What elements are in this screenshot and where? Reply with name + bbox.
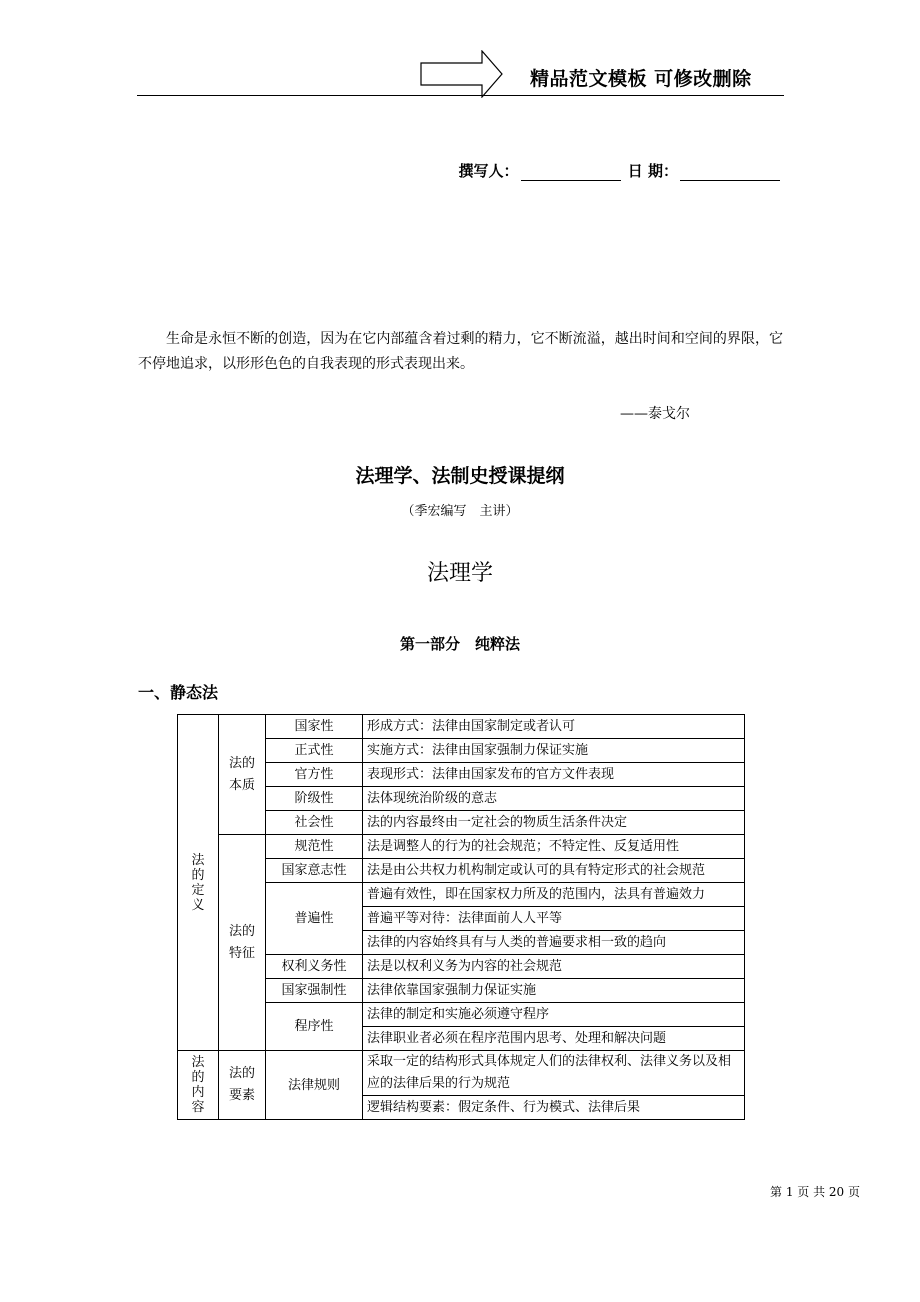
cell-property: 正式性 [266,739,363,763]
quote-text: 生命是永恒不断的创造，因为在它内部蕴含着过剩的精力，它不断流溢，越出时间和空间的界限，它不停地追求，以形形色色的自我表现的形式表现出来。 [138,331,783,372]
page-number: 第 1 页 共 20 页 [770,1185,860,1199]
cell-description: 形成方式：法律由国家制定或者认可 [363,715,745,739]
cell-property: 阶级性 [266,787,363,811]
cell-description: 采取一定的结构形式具体规定人们的法律权利、法律义务以及相应的法律后果的行为规范 [363,1051,745,1096]
header-banner: 精品范文模板 可修改删除 [530,68,752,90]
author-blank[interactable] [521,164,621,181]
cell-content: 法的内容 [178,1051,219,1120]
law-outline-table [177,714,745,1120]
heading-static-law: 一、静态法 [138,683,219,702]
date-label: 日 期： [627,162,678,180]
part-title: 法理学 [426,561,493,586]
header-divider [137,95,784,96]
cell-description: 法是以权利义务为内容的社会规范 [363,955,745,979]
cell-description: 法的内容最终由一定社会的物质生活条件决定 [363,811,745,835]
cell-property: 普遍性 [266,883,363,955]
author-date-line [459,160,782,181]
cell-property: 法律规则 [266,1051,363,1120]
arrow-right-icon [420,50,504,98]
cell-description: 实施方式：法律由国家强制力保证实施 [363,739,745,763]
cell-description: 法律的制定和实施必须遵守程序 [363,1003,745,1027]
cell-property: 权利义务性 [266,955,363,979]
cell-property: 规范性 [266,835,363,859]
cell-property: 国家性 [266,715,363,739]
cell-property: 国家意志性 [266,859,363,883]
cell-description: 法律职业者必须在程序范围内思考、处理和解决问题 [363,1027,745,1051]
cell-property: 国家强制性 [266,979,363,1003]
cell-description: 法律的内容始终具有与人类的普遍要求相一致的趋向 [363,931,745,955]
cell-description: 法是由公共权力机构制定或认可的具有特定形式的社会规范 [363,859,745,883]
cell-description: 法体现统治阶级的意志 [363,787,745,811]
cell-description: 普遍有效性，即在国家权力所及的范围内，法具有普遍效力 [363,883,745,907]
cell-essence: 法的本质 [219,715,266,835]
cell-description: 逻辑结构要素：假定条件、行为模式、法律后果 [363,1096,745,1120]
cell-description: 表现形式：法律由国家发布的官方文件表现 [363,763,745,787]
date-blank[interactable] [680,164,780,181]
cell-elements: 法的要素 [219,1051,266,1120]
cell-features: 法的特征 [219,835,266,1051]
quote-attribution: ——泰戈尔 [620,406,690,422]
cell-property: 程序性 [266,1003,363,1051]
section-title: 第一部分 纯粹法 [399,635,520,653]
table-row [178,835,745,859]
document-title: 法理学、法制史授课提纲 [355,465,565,487]
cell-description: 法是调整人的行为的社会规范；不特定性、反复适用性 [363,835,745,859]
cell-definition: 法的定义 [178,715,219,1051]
table-row [178,1051,745,1096]
cell-description: 普遍平等对待：法律面前人人平等 [363,907,745,931]
cell-property: 官方性 [266,763,363,787]
cell-property: 社会性 [266,811,363,835]
document-subtitle: （季宏编写 主讲） [401,504,519,519]
cell-description: 法律依靠国家强制力保证实施 [363,979,745,1003]
author-label: 撰写人： [458,162,519,180]
table-row [178,715,745,739]
